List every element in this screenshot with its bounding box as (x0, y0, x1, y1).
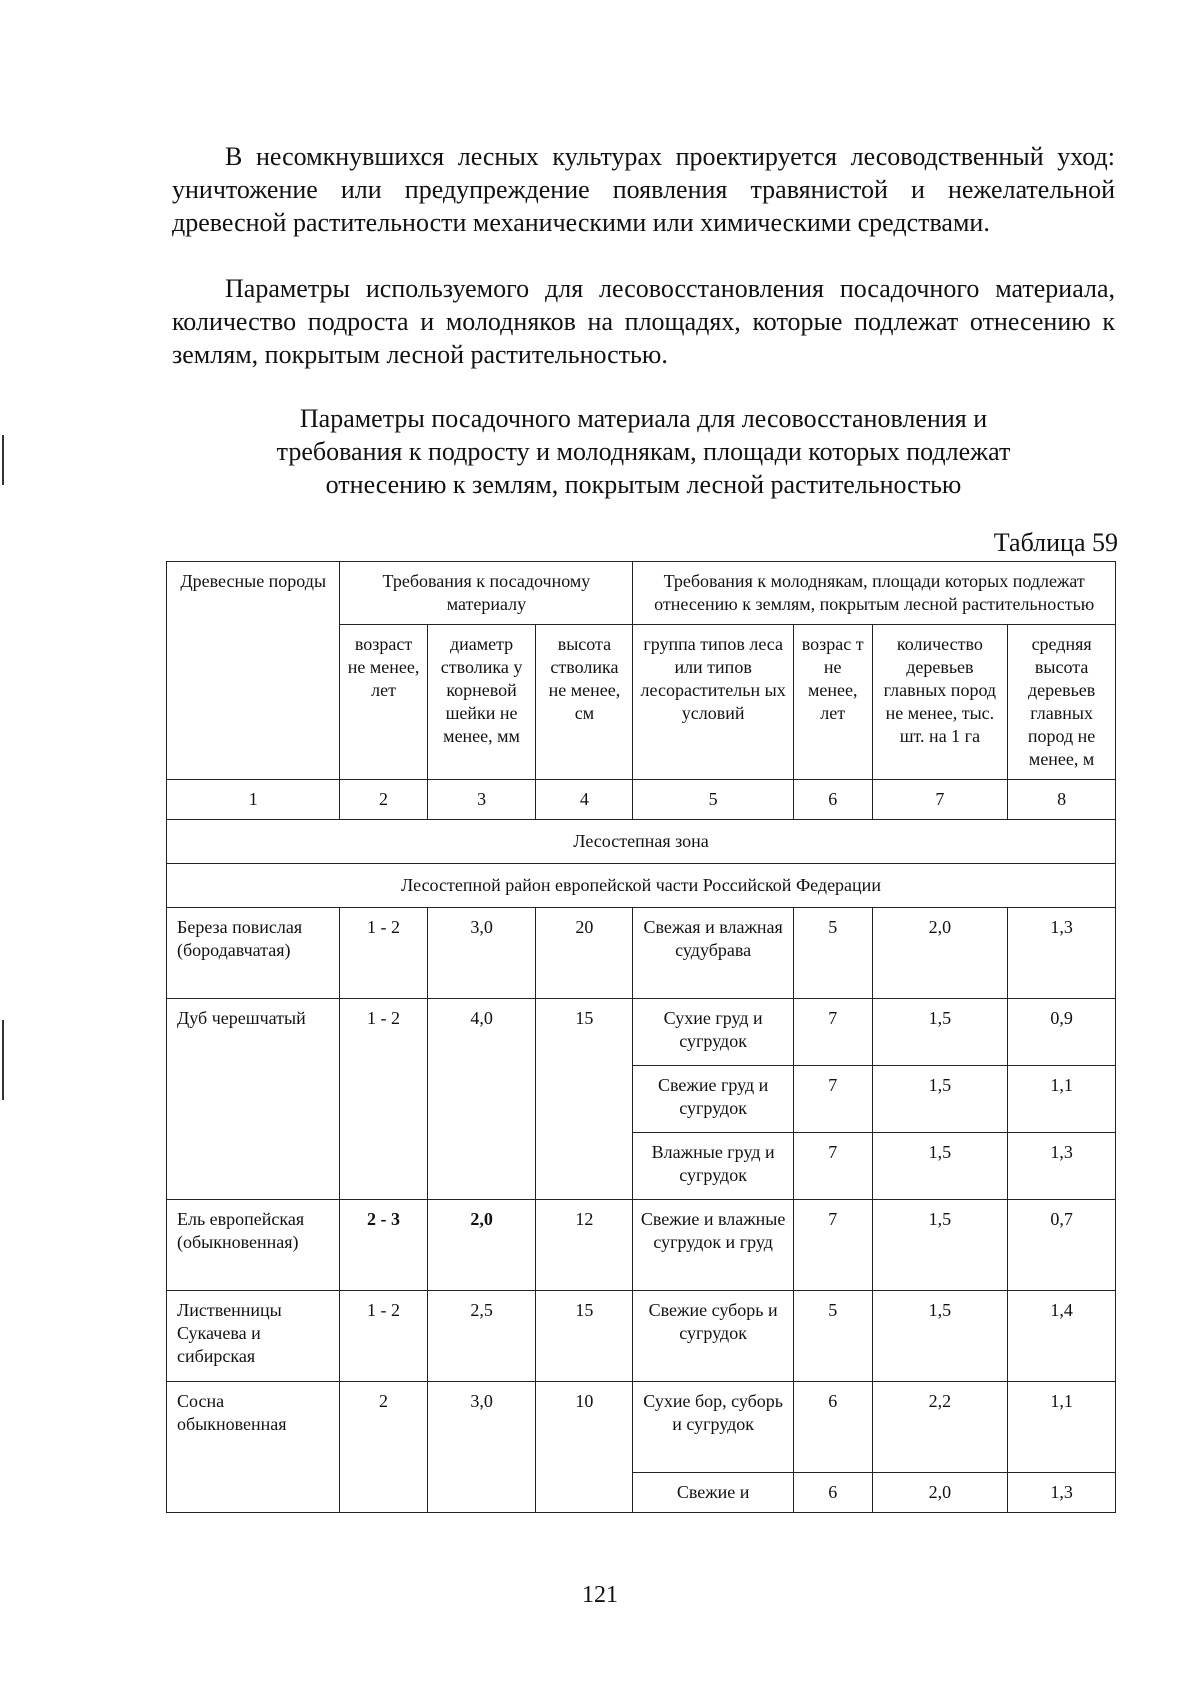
table-row (167, 1382, 1116, 1473)
cell: 2,0 (872, 1473, 1008, 1513)
cell: 10 (536, 1382, 633, 1513)
cell: 15 (536, 1291, 633, 1382)
cell: 7 (793, 1200, 872, 1291)
cell: 6 (793, 1473, 872, 1513)
table-heading-line-1: Параметры посадочного материала для лесовосстановления и (299, 404, 988, 433)
species-cell: Лиственницы Сукачева и сибирская (167, 1291, 340, 1382)
table-label: Таблица 59 (993, 528, 1118, 557)
column-number: 7 (872, 780, 1008, 820)
column-number: 1 (167, 780, 340, 820)
column-number: 6 (793, 780, 872, 820)
zone-row (167, 820, 1116, 864)
species-cell: Ель европейская (обыкновенная) (167, 1200, 340, 1291)
header-young-stands: Требования к молоднякам, площади которых подлежат отнесению к землям, покрытым лесной растительностью (633, 562, 1116, 625)
cell: 1,3 (1008, 908, 1116, 999)
cell: 1,5 (872, 1066, 1008, 1133)
cell: 1,5 (872, 1133, 1008, 1200)
table-row (167, 999, 1116, 1066)
column-number: 3 (427, 780, 536, 820)
subheader-forest-type: группа типов леса или типов лесорастительн ых условий (633, 625, 794, 780)
subheader-diameter: диаметр стволика у корневой шейки не менее, мм (427, 625, 536, 780)
intro-paragraph-1: В несомкнувшихся лесных культурах проектируется лесоводственный уход: уничтожение или предупреждение появления травянистой и нежелательной древесной растительности механическими или химическими средствами. (172, 142, 1115, 237)
cell: Свежая и влажная судубрава (633, 908, 794, 999)
page-number: 121 (582, 1582, 618, 1608)
parameters-table (166, 561, 1116, 1513)
zone-label: Лесостепная зона (167, 820, 1116, 864)
subheader-tree-count: количество деревьев главных пород не менее, тыс. шт. на 1 га (872, 625, 1008, 780)
cell: Сухие бор, суборь и сугрудок (633, 1382, 794, 1473)
cell: Свежие и (633, 1473, 794, 1513)
column-number: 4 (536, 780, 633, 820)
cell: 6 (793, 1382, 872, 1473)
cell: 1,3 (1008, 1473, 1116, 1513)
cell: 0,9 (1008, 999, 1116, 1066)
cell: Свежие груд и сугрудок (633, 1066, 794, 1133)
header-species: Древесные породы (167, 562, 340, 780)
cell: 2,2 (872, 1382, 1008, 1473)
cell: 1,4 (1008, 1291, 1116, 1382)
cell: 0,7 (1008, 1200, 1116, 1291)
cell: 1,3 (1008, 1133, 1116, 1200)
cell: 7 (793, 1133, 872, 1200)
cell: Сухие груд и сугрудок (633, 999, 794, 1066)
cell: Свежие и влажные сугрудок и груд (633, 1200, 794, 1291)
column-number-row (167, 780, 1116, 820)
column-number: 5 (633, 780, 794, 820)
table-heading-line-2: требования к подросту и молоднякам, площади которых подлежат (276, 437, 1011, 466)
cell: 3,0 (427, 908, 536, 999)
table-row (167, 1291, 1116, 1382)
cell: 2 - 3 (340, 1200, 427, 1291)
cell: 5 (793, 908, 872, 999)
cell: 1 - 2 (340, 1291, 427, 1382)
cell: 12 (536, 1200, 633, 1291)
cell: 2 (340, 1382, 427, 1513)
cell: Влажные груд и сугрудок (633, 1133, 794, 1200)
subheader-age: возраст не менее, лет (340, 625, 427, 780)
cell: 1,1 (1008, 1382, 1116, 1473)
region-label: Лесостепной район европейской части Российской Федерации (167, 864, 1116, 908)
cell: 2,0 (872, 908, 1008, 999)
cell: 5 (793, 1291, 872, 1382)
table-row (167, 1200, 1116, 1291)
subheader-height: высота стволика не менее, см (536, 625, 633, 780)
scan-edge-mark (2, 1020, 4, 1100)
cell: 4,0 (427, 999, 536, 1200)
cell: 7 (793, 999, 872, 1066)
species-cell: Береза повислая (бородавчатая) (167, 908, 340, 999)
table-header-row (167, 562, 1116, 625)
scan-edge-mark (2, 435, 4, 485)
header-planting-material: Требования к посадочному материалу (340, 562, 633, 625)
cell: 3,0 (427, 1382, 536, 1513)
cell: 20 (536, 908, 633, 999)
cell: 2,0 (427, 1200, 536, 1291)
intro-paragraph-2: Параметры используемого для лесовосстановления посадочного материала, количество подроста и молодняков на площадях, которые подлежат отнесению к землям, покрытым лесной растительностью. (172, 274, 1115, 369)
subheader-avg-height: средняя высота деревьев главных пород не менее, м (1008, 625, 1116, 780)
cell: 1,5 (872, 1291, 1008, 1382)
subheader-young-age: возрас т не менее, лет (793, 625, 872, 780)
cell: 1,5 (872, 1200, 1008, 1291)
column-number: 2 (340, 780, 427, 820)
cell: 15 (536, 999, 633, 1200)
cell: 7 (793, 1066, 872, 1133)
table-row (167, 908, 1116, 999)
cell: 1 - 2 (340, 908, 427, 999)
species-cell: Сосна обыкновенная (167, 1382, 340, 1513)
column-number: 8 (1008, 780, 1116, 820)
region-row (167, 864, 1116, 908)
species-cell: Дуб черешчатый (167, 999, 340, 1200)
cell: Свежие суборь и сугрудок (633, 1291, 794, 1382)
cell: 2,5 (427, 1291, 536, 1382)
table-heading-line-3: отнесению к землям, покрытым лесной растительностью (325, 470, 962, 499)
cell: 1 - 2 (340, 999, 427, 1200)
cell: 1,5 (872, 999, 1008, 1066)
cell: 1,1 (1008, 1066, 1116, 1133)
